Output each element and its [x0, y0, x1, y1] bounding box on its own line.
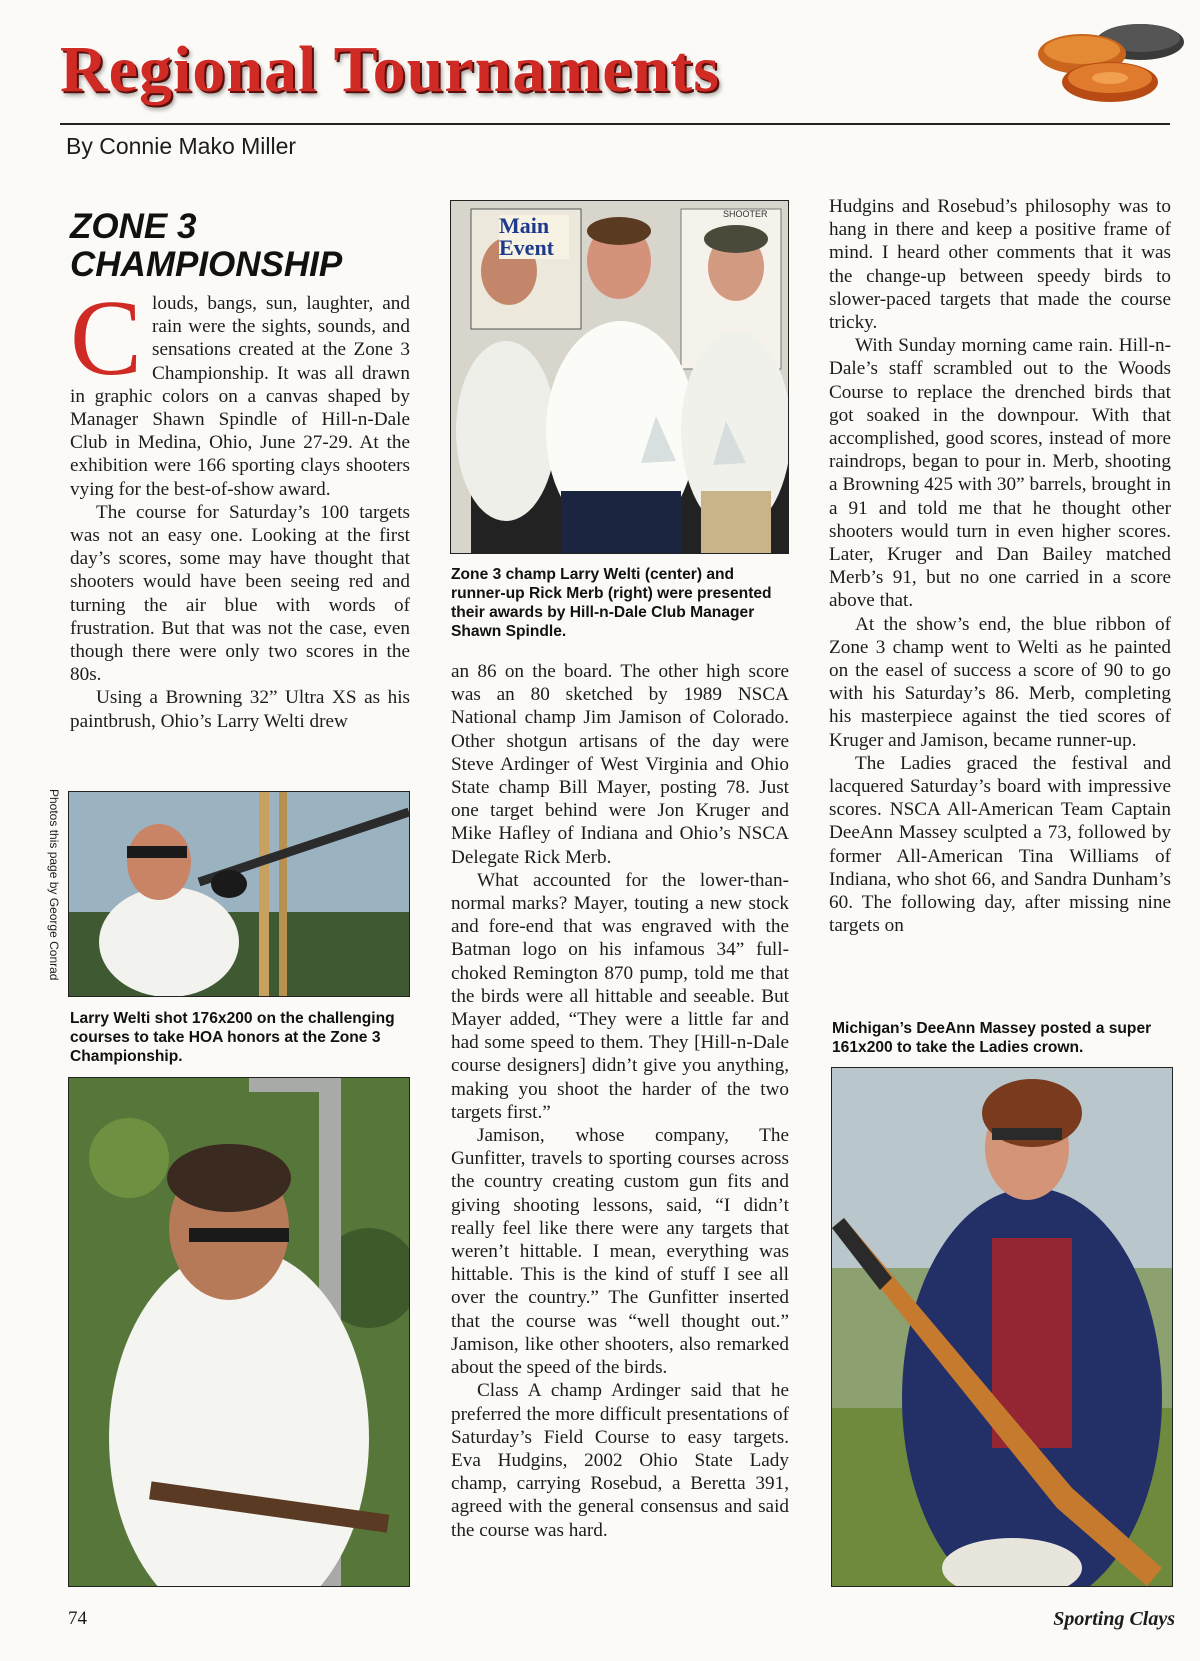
welti-closeup-photo — [68, 1077, 410, 1587]
shooter-sign: SHOOTER — [723, 209, 768, 219]
paragraph: With Sunday morning came rain. Hill-n-Dale’s staff scrambled out to the Woods Course to replace the drenched birds that got soaked in the downpour. With that accomplished, good scores, instead of more raindrops, began to pour in. Merb, shooting a Browning 425 with 30” barrels, brought in a 91 and told me that he thought other shooters would turn in even higher scores. Later, Kruger and Dan Bailey matched Merb’s 91, but no one carried in a score above that. — [829, 335, 1171, 612]
photo-credit: Photos this page by George Conrad — [47, 789, 61, 981]
paragraph: The course for Saturday’s 100 targets was not an easy one. Looking at the first day’s scores, some may have thought that shooters would have been seeing red and turning the air blue with words of frustration. But that was not the case, even though there were only two scores in the 80s. — [70, 501, 410, 686]
welti-shooting-photo — [68, 791, 410, 997]
article-heading: ZONE 3 CHAMPIONSHIP — [70, 207, 343, 284]
header-rule — [60, 123, 1170, 125]
page-title: Regional Tournaments — [60, 33, 720, 106]
group-photo-caption: Zone 3 champ Larry Welti (center) and runner-up Rick Merb (right) were presented their awards by Hill-n-Dale Club Manager Shawn Spindle. — [451, 566, 772, 640]
clay-targets-icon — [1020, 10, 1190, 110]
paragraph: The Ladies graced the festival and lacquered Saturday’s board with impressive scores. NSCA All-American Team Captain DeeAnn Massey sculpted a 73, followed by former All-American Tina Williams of Indiana, who shot 66, and Sandra Dunham’s 60. The following day, after missing nine targets on — [829, 752, 1171, 937]
massey-photo — [831, 1067, 1173, 1587]
group-awards-photo — [450, 200, 789, 554]
paragraph: Jamison, whose company, The Gunfitter, travels to sporting courses across the country creating custom gun fits and giving shooting lessons, said, “I didn’t really feel like there were any targets that weren’t hittable. I mean, everything was hittable. This is the kind of stuff I see all over the country.” The Gunfitter inserted that the course was “well thought out.” Jamison, like other shooters, also remarked about the speed of the birds. — [451, 1125, 789, 1379]
publication-name: Sporting Clays — [1053, 1608, 1175, 1630]
massey-photo-caption: Michigan’s DeeAnn Massey posted a super 161x200 to take the Ladies crown. — [832, 1020, 1152, 1056]
main-event-sign: Main Event — [499, 215, 569, 259]
drop-cap: C — [70, 279, 143, 398]
paragraph: Using a Browning 32” Ultra XS as his paintbrush, Ohio’s Larry Welti drew — [70, 687, 410, 732]
paragraph: Hudgins and Rosebud’s philosophy was to hang in there and keep a positive frame of mind. I heard other comments that it was the change-up between speedy birds to slower-paced targets that made the course tricky. — [829, 196, 1171, 334]
welti-photo-caption: Larry Welti shot 176x200 on the challenging courses to take HOA honors at the Zone 3 Championship. — [70, 1010, 395, 1065]
article-column-1 — [70, 279, 410, 733]
byline: By Connie Mako Miller — [66, 133, 297, 159]
article-column-3 — [829, 195, 1171, 938]
paragraph: an 86 on the board. The other high score was an 80 sketched by 1989 NSCA National champ Jim Jamison of Colorado. Other shotgun artisans of the day were Steve Ardinger of West Virginia and Ohio State champ Bill Mayer, posting 78. Just one target behind were Jon Kruger and Mike Hafley of Indiana and Ohio’s NSCA Delegate Rick Merb. — [451, 661, 789, 868]
paragraph: What accounted for the lower-than-normal marks? Mayer, touting a new stock and fore-end that was engraved with the Batman logo on his infamous 34” full-choked Remington 870 pump, told me that the birds were all hittable and seeable. But Mayer added, “They were a little far and had some speed to them. They [Hill-n-Dale course designers] didn’t give you anything, making you shoot the harder of the two targets first.” — [451, 869, 789, 1123]
page-number: 74 — [68, 1608, 87, 1629]
article-column-2 — [451, 660, 789, 1542]
paragraph: Clouds, bangs, sun, laughter, and rain were the sights, sounds, and sensations created at the Zone 3 Championship. It was all drawn in graphic colors on a canvas shaped by Manager Shawn Spindle of Hill-n-Dale Club in Medina, Ohio, June 27-29. At the exhibition were 166 sporting clays shooters vying for the best-of-show award. — [70, 279, 410, 500]
paragraph: Class A champ Ardinger said that he preferred the more difficult presentations of Saturday’s Field Course to easy targets. Eva Hudgins, 2002 Ohio State Lady champ, carrying Rosebud, a Beretta 391, agreed with the general consensus and said the course was hard. — [451, 1380, 789, 1541]
paragraph: At the show’s end, the blue ribbon of Zone 3 champ went to Welti as he painted on the easel of success a score of 90 to go with his Saturday’s 86. Merb, completing his masterpiece against the tied scores of Kruger and Jamison, became runner-up. — [829, 613, 1171, 751]
